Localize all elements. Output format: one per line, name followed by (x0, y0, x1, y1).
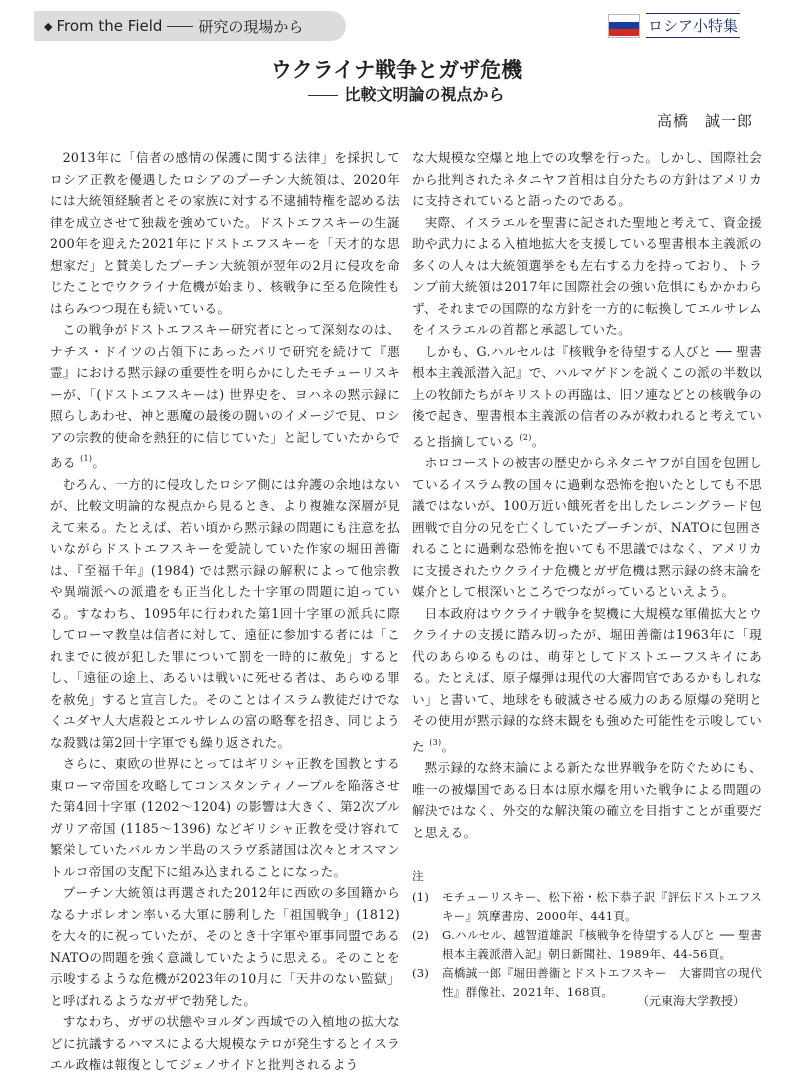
author-affiliation: （元東海大学教授） (636, 994, 745, 1008)
right-column (412, 147, 762, 1002)
paragraph: プーチン大統領は再選された2012年に西欧の多国籍からなるナポレオン率いる大軍に勝利した「祖国戦争」(1812) を大々的に祝っていたが、そのとき十字軍や軍事同盟であるNATOの問題を強く意識していたように思える。そのことを示唆するような危機が2023年の10月に「天井のない監獄」と呼ばれるようなガザで勃発した。 (50, 885, 400, 1008)
paragraph: さらに、東欧の世界にとってはギリシャ正教を国教とする東ローマ帝国を攻略してコンスタンティノープルを陥落させた第4回十字軍 (1202〜1204) の影響は大きく、第2次ブルガリア帝国 (1185〜1396) などギリシャ正教を受け容れて繁栄していたバルカン半島のスラヴ系諸国は次々とオスマントルコ帝国の支配下に組み込まれることになった。 (50, 756, 400, 879)
paragraph: ホロコーストの被害の歴史からネタニヤフが自国を包囲しているイスラム教の国々に過剰な恐怖を抱いたとしても不思議ではないが、100万近い餓死者を出したレニングラード包囲戦で自分の兄を亡くしていたプーチンが、NATOに包囲されることに過剰な恐怖を抱いても不思議ではなく、アメリカに支援されたウクライナ危機とガザ危機は黙示録の終末論を媒介として根深いところでつながっているといえよう。 (412, 455, 762, 599)
notes-section (412, 867, 762, 1002)
footnote-ref[interactable]: (2) (519, 432, 532, 442)
article-subtitle (0, 82, 793, 105)
note-text: モチューリスキー、松下裕・松下恭子訳『評伝ドストエフスキー』筑摩書房、2000年、441頁。 (442, 890, 762, 923)
note-number: (1) (412, 890, 430, 904)
note-number: (3) (412, 966, 430, 980)
footnote-ref[interactable]: (3) (429, 737, 442, 747)
footnote-ref[interactable]: (1) (80, 454, 93, 463)
feature-badge (608, 13, 740, 38)
left-column (50, 147, 400, 1076)
paragraph: 2013年に「信者の感情の保護に関する法律」を採択してロシア正教を優遇したロシアのプーチン大統領は、2020年には大統領経験者とその家族に対する不逮捕特権を認める法律を成立させて独裁を強めていた。ドストエフスキーの生誕200年を迎えた2021年にドストエフスキーを「天才的な思想家だ」と賛美したプーチン大統領が翌年の2月に侵攻を命じたことでウクライナ危機が始まり、核戦争に至る危険性もはらみつつ現在も続いている。 (50, 150, 400, 316)
note-item (412, 888, 762, 926)
paragraph: すなわち、ガザの状態やヨルダン西域での入植地の拡大などに抗議するハマスによる大規模なテロが発生するとイスラエル政権は報復としてジェノサイドと批判されるよう (50, 1014, 400, 1072)
section-label: From the Field (56, 17, 163, 35)
paragraph: 実際、イスラエルを聖書に記された聖地と考えて、資金援助や武力による入植地拡大を支援している聖書根本主義派の多くの人々は大統領選挙をも左右する力を持っており、トランプ前大統領は2017年に国際社会の強い危惧にもかかわらず、それまでの国際的な方針を一方的に転換してエルサレムをイスラエルの首都と承認していた。 (412, 214, 762, 337)
note-number: (2) (412, 928, 430, 942)
paragraph: この戦争がドストエフスキー研究者にとって深刻なのは、ナチス・ドイツの占領下にあったパリで研究を続けて『悪霊』における黙示録の重要性を明らかにしたモチューリスキーが、「(ドストエフスキーは) 世界史を、ヨハネの黙示録に照らしあわせ、神と悪魔の最後の闘いのイメージで見、ロシアの宗教的使命を熱狂的に信じていた」と記していたからである $^{(1)}$。 (50, 322, 400, 470)
note-text: 高橋誠一郎『堀田善衞とドストエフスキー 大審問官の現代性』群像社、2021年、168頁。 (442, 966, 762, 999)
notes-heading: 注 (412, 869, 424, 883)
section-header-tab (34, 11, 346, 41)
article-title: ウクライナ戦争とガザ危機 (270, 58, 523, 82)
paragraph: むろん、一方的に侵攻したロシア側には弁護の余地はないが、比較文明論的な視点から見るとき、より複雑な深層が見えて来る。たとえば、若い頃から黙示録の問題にも注意を払いながらドストエフスキーを愛読していた作家の堀田善衞は、『至福千年』(1984) では黙示録の解釈によって他宗教や異端派への派遣をも正当化した十字軍の問題に迫っている。すなわち、1095年に行われた第1回十字軍の派兵に際してローマ教皇は信者に対して、遠征に参加する者には「これまでに彼が犯した罪について罰を一時的に赦免」するとし、「遠征の途上、あるいは戦いに死せる者は、あらゆる罪を赦免」すると宣言した。そのことはイスラム教徒だけでなくユダヤ人大虐殺とエルサレムの富の略奪を招き、同じような殺戮は第2回十字軍でも繰り返された。 (50, 476, 400, 750)
dash-divider (308, 95, 338, 96)
feature-label: ロシア小特集 (646, 13, 740, 38)
paragraph: しかも、G.ハルセルは『核戦争を待望する人びと ── 聖書根本主義派潜入記』で、ハルマゲドンを説くこの派の半数以上の牧師たちがキリストの再臨は、旧ソ連などとの核戦争の後で起き、聖書根本主義派の信者のみが救われると考えていると指摘している $^{(2)}$。 (412, 343, 762, 449)
dash-divider (167, 26, 193, 27)
section-label-jp: 研究の現場から (198, 17, 304, 36)
paragraph: な大規模な空爆と地上での攻撃を行った。しかし、国際社会から批判されたネタニヤフ首相は自分たちの方針はアメリカに支持されていると語ったのである。 (412, 150, 762, 208)
russia-flag-icon (608, 14, 640, 38)
note-item (412, 926, 762, 964)
paragraph: 黙示録的な終末論による新たな世界戦争を防ぐためにも、唯一の被爆国である日本は原水爆を用いた戦争による問題の解決ではなく、外交的な解決策の確立を目指すことが重要だと思える。 (412, 760, 762, 840)
author-name: 高橋 誠一郎 (656, 112, 753, 130)
subtitle-text: 比較文明論の視点から (344, 85, 505, 104)
paragraph: 日本政府はウクライナ戦争を契機に大規模な軍備拡大とウクライナの支援に踏み切ったが、堀田善衞は1963年に「現代のあらゆるものは、萌芽としてドストエーフスキイにある。たとえば、原子爆弾は現代の大審問官であるかもしれない」と書いて、地球をも破滅させる威力のある原爆の発明とその使用が黙示録的な終末観をも強めた可能性を示唆していた $^{(3)}$。 (412, 605, 762, 754)
note-text: G.ハルセル、越智道雄訳『核戦争を待望する人びと ── 聖書根本主義派潜入記』朝日新聞社、1989年、44-56頁。 (442, 928, 762, 961)
diamond-icon: ◆ (44, 19, 53, 33)
